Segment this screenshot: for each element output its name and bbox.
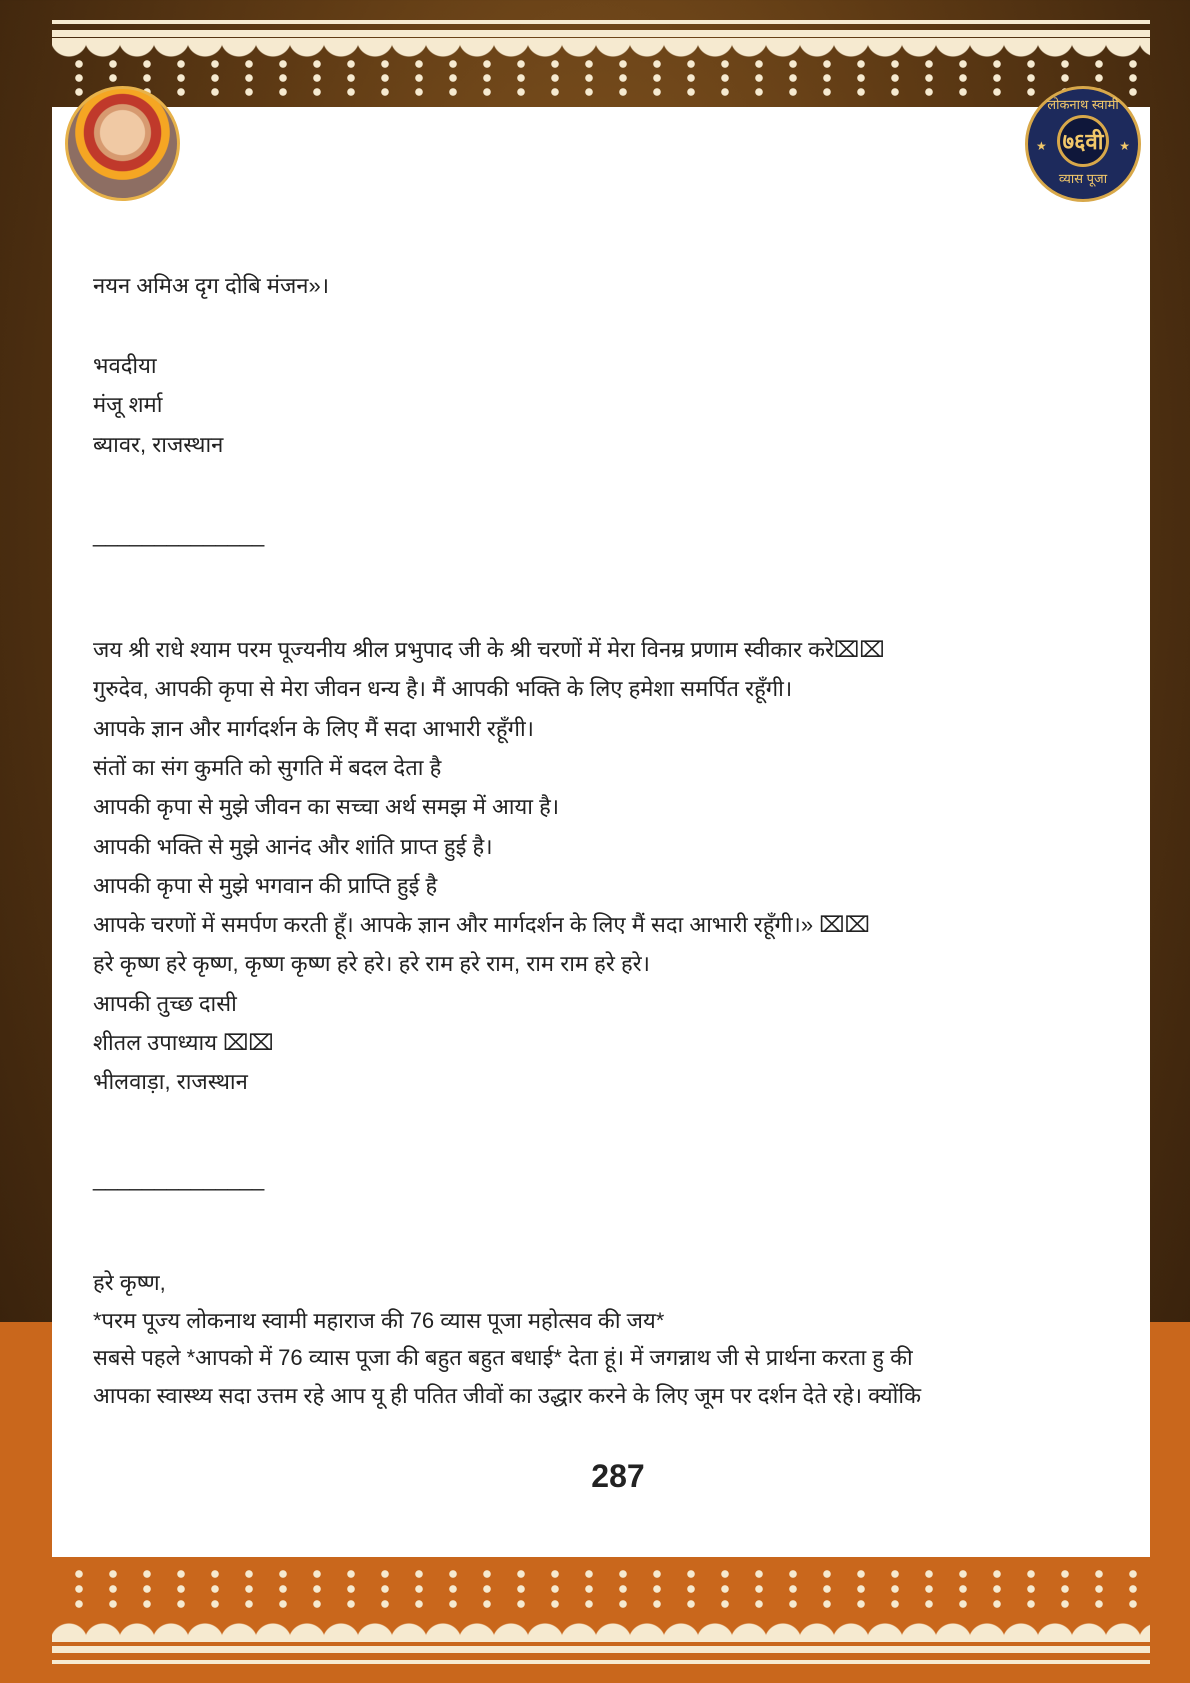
separator: ______________ [93,522,265,547]
bottom-dot-row [62,1570,1152,1578]
top-scallop-border [52,38,1150,58]
text-line: सबसे पहले *आपको में 76 व्यास पूजा की बहुत बहुत बधाई* देता हूं। में जगन्नाथ जी से प्रार्थना करता हु की [93,1345,913,1370]
separator: ______________ [93,1166,265,1191]
text-line: आपकी कृपा से मुझे भगवान की प्राप्ति हुई है [93,872,438,898]
vyasa-puja-badge-logo [1025,86,1141,202]
top-border-line [52,20,1150,24]
text-line: आपकी भक्ति से मुझे आनंद और शांति प्राप्त हुई है। [93,833,493,859]
bottom-border-line [52,1646,1150,1653]
star-icon: ★ [1036,139,1047,153]
signature-place: ब्यावर, राजस्थान [93,432,224,457]
text-line: भीलवाड़ा, राजस्थान [93,1069,248,1095]
badge-top-text: लोकनाथ स्वामी [1047,97,1119,112]
text-line: गुरुदेव, आपकी कृपा से मेरा जीवन धन्य है। मैं आपकी भक्ति के लिए हमेशा समर्पित रहूँगी। [93,676,793,702]
badge-bottom-text: व्यास पूजा [1058,171,1108,186]
text-line: आपके ज्ञान और मार्गदर्शन के लिए मैं सदा आभारी रहूँगी। [93,715,535,741]
text-line: शीतल उपाध्याय ⌧⌧ [93,1030,274,1055]
bottom-dot-row [62,1600,1152,1608]
text-line: नयन अमिअ दृग दोबि मंजन»। [93,273,330,298]
signature-closing: भवदीया [93,353,157,378]
text-line: आपकी कृपा से मुझे जीवन का सच्चा अर्थ समझ में आया है। [93,794,560,820]
signature-name: मंजू शर्मा [93,392,163,417]
top-border-line [52,30,1150,37]
text-line: आपके चरणों में समर्पण करती हूँ। आपके ज्ञान और मार्गदर्शन के लिए मैं सदा आभारी रहूँगी।» ⌧⌧ [93,912,870,938]
text-line: आपका स्वास्थ्य सदा उत्तम रहे आप यू ही पतित जीवों का उद्धार करने के लिए जूम पर दर्शन देते रहे। क्योंकि [93,1382,921,1408]
badge-number: ७६वी [1057,115,1109,167]
bottom-border-line [52,1660,1150,1664]
top-dot-row [62,60,1152,68]
guru-portrait-photo [65,86,180,201]
text-line: जय श्री राधे श्याम परम पूज्यनीय श्रील प्रभुपाद जी के श्री चरणों में मेरा विनम्र प्रणाम स्वीकार करे⌧⌧ [93,637,885,662]
text-line: आपकी तुच्छ दासी [93,990,237,1016]
bottom-dot-row [62,1585,1152,1593]
bottom-scallop-border [52,1622,1150,1642]
star-icon: ★ [1119,139,1130,153]
top-dot-row [62,88,1152,96]
text-line: हरे कृष्ण, [93,1270,166,1295]
text-line: संतों का संग कुमति को सुगति में बदल देता है [93,754,442,780]
text-line: *परम पूज्य लोकनाथ स्वामी महाराज की 76 व्यास पूजा महोत्सव की जय* [93,1307,665,1333]
page-number: 287 [591,1458,645,1494]
top-dot-row [62,74,1152,82]
text-line: हरे कृष्ण हरे कृष्ण, कृष्ण कृष्ण हरे हरे। हरे राम हरे राम, राम राम हरे हरे। [93,951,650,977]
